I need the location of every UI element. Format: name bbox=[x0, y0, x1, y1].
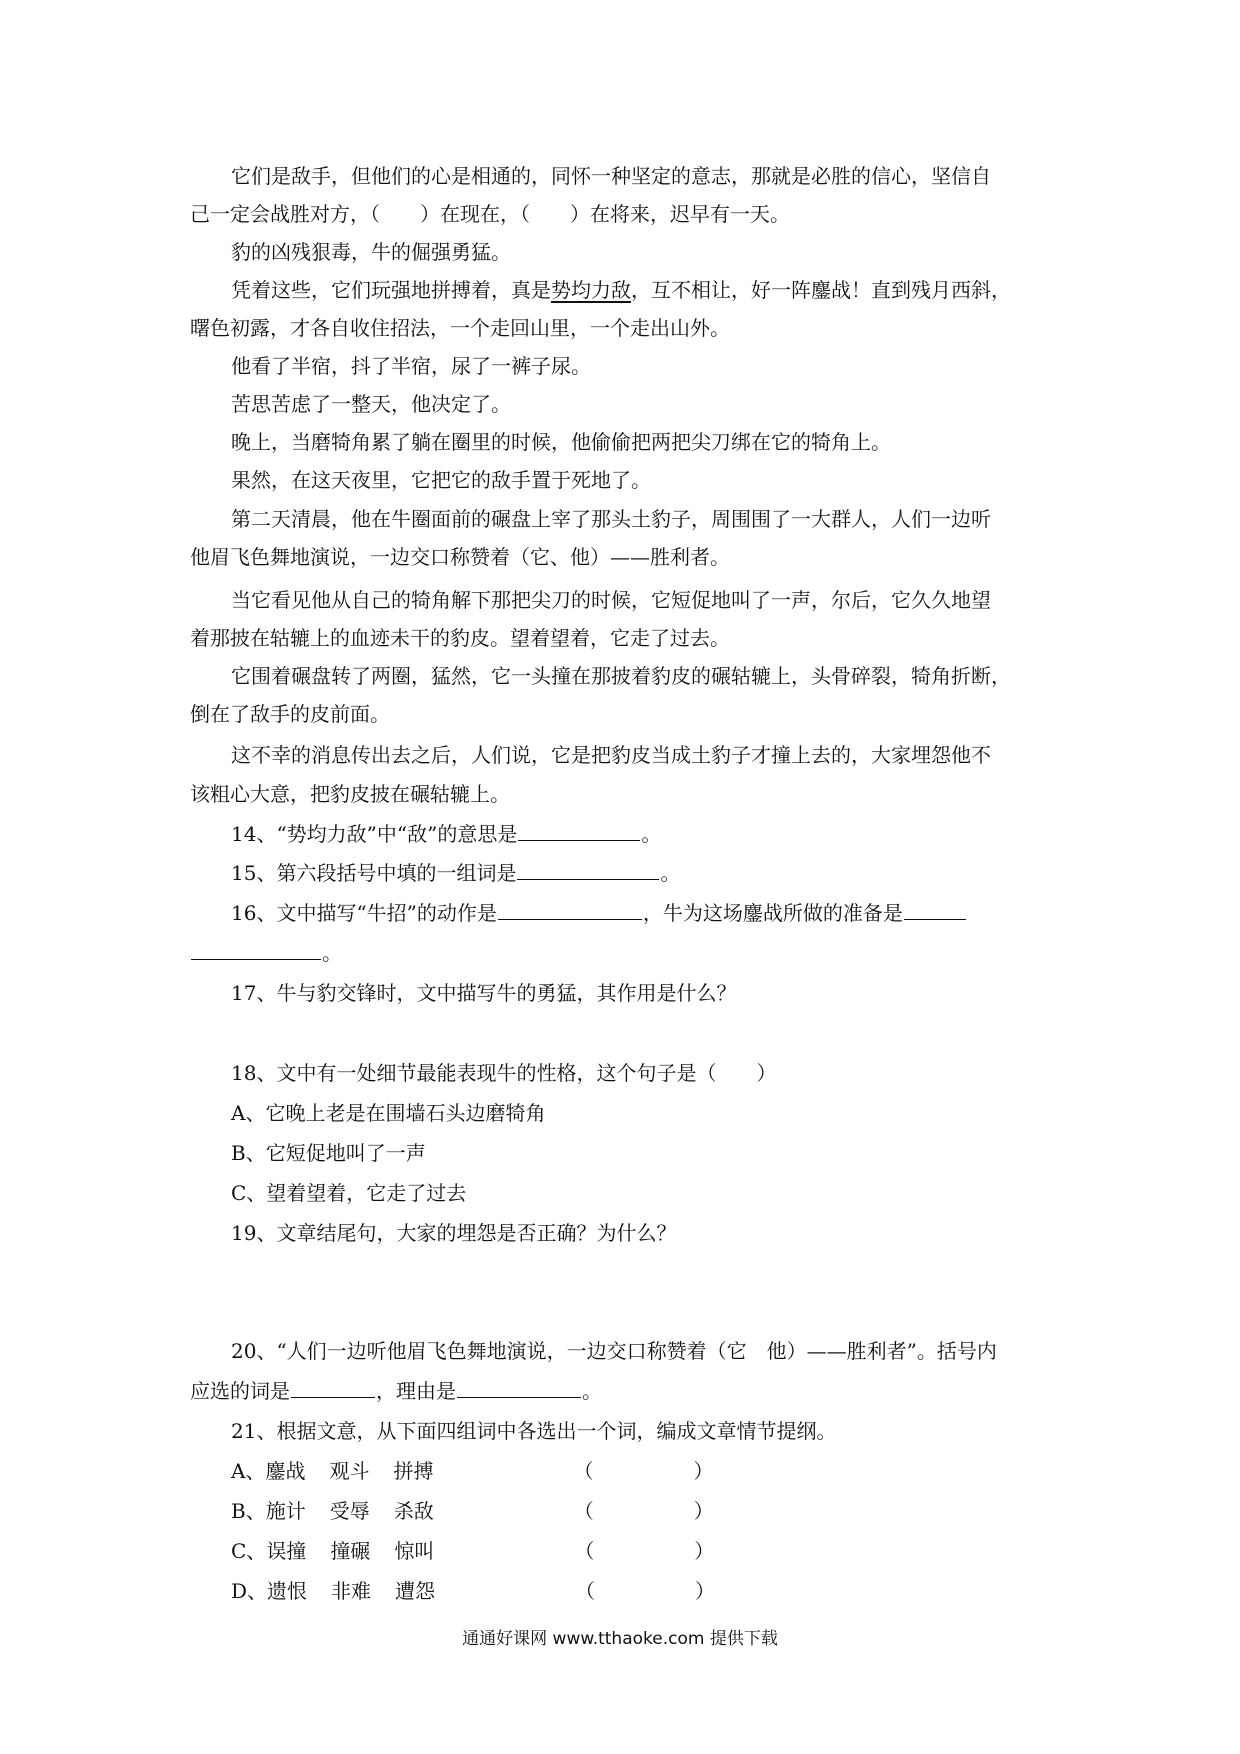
q21-word: 鏖战 bbox=[265, 1459, 306, 1483]
q21-word: 拼搏 bbox=[393, 1459, 434, 1483]
question-20-line2 bbox=[190, 1377, 1060, 1405]
footer-credit: 通通好课网 www.tthaoke.com 提供下载 bbox=[462, 1629, 778, 1649]
question-20-line1: 20、“人们一边听他眉飞色舞地演说，一边交口称赞着（它 他）——胜利者”。括号内 bbox=[231, 1339, 997, 1363]
question-21: 21、根据文意，从下面四组词中各选出一个词，编成文章情节提纲。 bbox=[231, 1419, 837, 1443]
q20-end: 。 bbox=[582, 1379, 602, 1403]
q21-option-d bbox=[231, 1577, 1061, 1605]
q21-word: 误撞 bbox=[266, 1539, 307, 1563]
q21-word: 遭怨 bbox=[395, 1579, 436, 1603]
passage-p11-line1: 这不幸的消息传出去之后，人们说，它是把豹皮当成土豹子才撞上去的，大家埋怨他不 bbox=[231, 743, 991, 767]
q20-answer-blank-2[interactable] bbox=[457, 1379, 581, 1398]
q21-option-label: B、 bbox=[231, 1499, 266, 1523]
q21-word: 非难 bbox=[331, 1579, 372, 1603]
passage-p11-line2: 该粗心大意，把豹皮披在碾轱辘上。 bbox=[190, 782, 510, 806]
q15-answer-blank[interactable] bbox=[517, 861, 659, 880]
passage-p1-line2: 己一定会战胜对方，（ ）在现在，（ ）在将来，迟早有一天。 bbox=[190, 202, 790, 226]
q21-word: 撞碾 bbox=[330, 1539, 371, 1563]
q16-answer-blank-2[interactable] bbox=[904, 901, 966, 920]
passage-p10-line2: 倒在了敌手的皮前面。 bbox=[190, 702, 390, 726]
q16-text-b: ，牛为这场鏖战所做的准备是 bbox=[642, 901, 903, 925]
q21-word: 惊叫 bbox=[394, 1539, 435, 1563]
q21-option-c bbox=[231, 1537, 1061, 1565]
passage-p9-line1: 当它看见他从自己的犄角解下那把尖刀的时候，它短促地叫了一声，尔后，它久久地望 bbox=[231, 588, 991, 612]
passage-p8-line2: 他眉飞色舞地演说，一边交口称赞着（它、他）——胜利者。 bbox=[190, 545, 730, 569]
passage-p3-text-a: 凭着这些，它们玩强地拼搏着，真是 bbox=[231, 278, 551, 302]
q18-option-b: B、它短促地叫了一声 bbox=[231, 1141, 426, 1165]
question-18: 18、文中有一处细节最能表现牛的性格，这个句子是（ ） bbox=[231, 1061, 777, 1085]
q21-answer-parens[interactable]: （ ） bbox=[575, 1579, 716, 1603]
question-14 bbox=[231, 820, 1061, 848]
q16-end: 。 bbox=[322, 941, 342, 965]
passage-p3-line1 bbox=[231, 276, 1061, 304]
q21-word: 遗恨 bbox=[267, 1579, 308, 1603]
q21-word: 观斗 bbox=[329, 1459, 370, 1483]
q15-text: 15、第六段括号中填的一组词是 bbox=[231, 861, 517, 885]
passage-p10-line1: 它围着碾盘转了两圈，猛然，它一头撞在那披着豹皮的碾轱辘上，头骨碎裂，犄角折断， bbox=[231, 664, 1011, 688]
passage-p5: 苦思苦虑了一整天，他决定了。 bbox=[231, 392, 511, 416]
q14-text: 14、“势均力敌”中“敌”的意思是 bbox=[231, 822, 518, 846]
passage-p9-line2: 着那披在轱辘上的血迹未干的豹皮。望着望着，它走了过去。 bbox=[190, 626, 730, 650]
passage-p8-line1: 第二天清晨，他在牛圈面前的碾盘上宰了那头土豹子，周围围了一大群人，人们一边听 bbox=[231, 507, 991, 531]
q20-answer-blank-1[interactable] bbox=[291, 1379, 375, 1398]
passage-p3-text-b: ，互不相让，好一阵鏖战！直到残月西斜， bbox=[631, 278, 1011, 302]
passage-p3-line2: 曙色初露，才各自收住招法，一个走回山里，一个走出山外。 bbox=[190, 316, 730, 340]
q21-option-label: A、 bbox=[231, 1459, 266, 1483]
passage-p2: 豹的凶残狠毒，牛的倔强勇猛。 bbox=[231, 240, 511, 264]
q20-text-a: 应选的词是 bbox=[190, 1379, 290, 1403]
q18-option-c: C、望着望着，它走了过去 bbox=[231, 1181, 467, 1205]
q21-option-b bbox=[231, 1497, 1061, 1525]
q21-answer-parens[interactable]: （ ） bbox=[573, 1499, 714, 1523]
passage-p6: 晚上，当磨犄角累了躺在圈里的时候，他偷偷把两把尖刀绑在它的犄角上。 bbox=[231, 430, 891, 454]
q16-text-a: 16、文中描写“牛招”的动作是 bbox=[231, 901, 497, 925]
q21-word: 受辱 bbox=[329, 1499, 370, 1523]
question-19: 19、文章结尾句，大家的埋怨是否正确？为什么？ bbox=[231, 1221, 677, 1245]
q16-answer-blank-1[interactable] bbox=[498, 901, 642, 920]
question-16 bbox=[231, 899, 1061, 927]
q21-option-label: C、 bbox=[231, 1539, 267, 1563]
underlined-phrase: 势均力敌 bbox=[551, 278, 631, 302]
question-15 bbox=[231, 859, 1061, 887]
q21-option-a bbox=[231, 1457, 1061, 1485]
q20-text-b: ，理由是 bbox=[376, 1379, 456, 1403]
q21-word: 施计 bbox=[265, 1499, 306, 1523]
q14-end: 。 bbox=[641, 822, 662, 846]
q21-answer-parens[interactable]: （ ） bbox=[573, 1459, 714, 1483]
q21-answer-parens[interactable]: （ ） bbox=[574, 1539, 715, 1563]
question-16-line2 bbox=[190, 939, 1060, 967]
q14-answer-blank[interactable] bbox=[518, 822, 640, 841]
passage-p7: 果然，在这天夜里，它把它的敌手置于死地了。 bbox=[231, 468, 651, 492]
passage-p1-line1: 它们是敌手，但他们的心是相通的，同怀一种坚定的意志，那就是必胜的信心，坚信自 bbox=[231, 164, 991, 188]
q21-word: 杀敌 bbox=[393, 1499, 434, 1523]
q18-option-a: A、它晚上老是在围墙石头边磨犄角 bbox=[231, 1101, 546, 1125]
question-17: 17、牛与豹交锋时，文中描写牛的勇猛，其作用是什么？ bbox=[231, 981, 737, 1005]
q16-answer-blank-2-cont[interactable] bbox=[191, 941, 321, 960]
passage-p4: 他看了半宿，抖了半宿，尿了一裤子尿。 bbox=[231, 354, 591, 378]
q15-end: 。 bbox=[660, 861, 681, 885]
q21-option-label: D、 bbox=[231, 1579, 268, 1603]
